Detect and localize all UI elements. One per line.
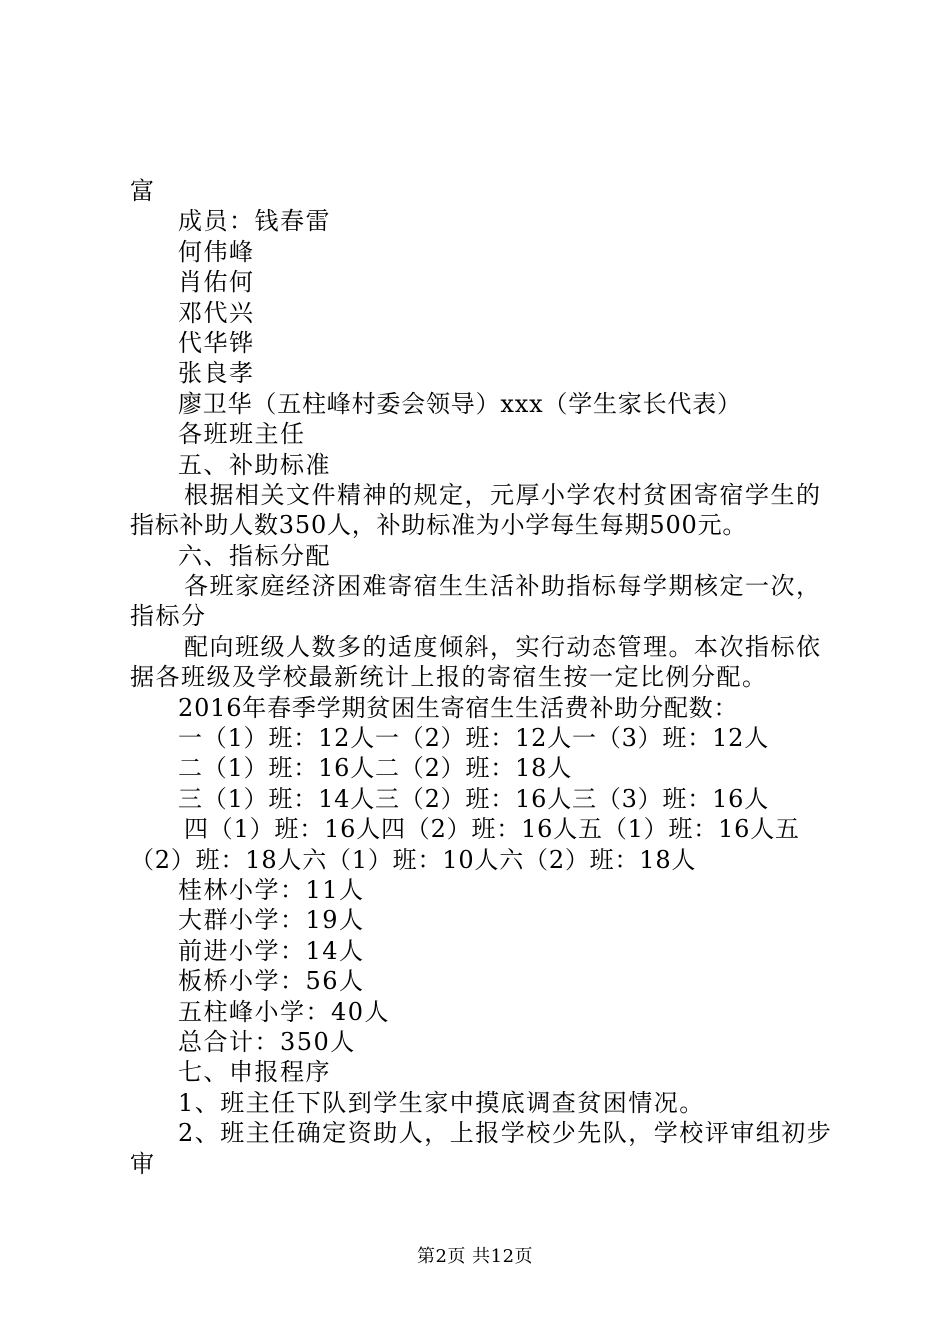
text-line: 大群小学：19人 [178,906,365,935]
section-heading: 五、补助标准 [178,450,331,479]
text-line: 桂林小学：11人 [178,875,365,904]
text-line: 何伟峰 [178,237,255,266]
text-line: 指标分 [130,602,207,631]
text-line: 前进小学：14人 [178,936,365,965]
text-line: 邓代兴 [178,298,255,327]
text-line: 三（1）班：14人三（2）班：16人三（3）班：16人 [178,784,770,813]
text-line: 富 [130,177,156,205]
text-line: 张良孝 [178,359,255,388]
text-line: 配向班级人数多的适度倾斜，实行动态管理。本次指标依 [184,632,822,661]
text-line: 根据相关文件精神的规定，元厚小学农村贫困寄宿学生的 [184,480,822,509]
text-line: 板桥小学：56人 [178,967,365,996]
text-line: 代华铧 [178,328,255,357]
text-line: 二（1）班：16人二（2）班：18人 [178,754,573,783]
text-line: 肖佑何 [178,268,255,297]
text-line: （2）班：18人六（1）班：10人六（2）班：18人 [130,845,697,874]
text-line: 各班家庭经济困难寄宿生生活补助指标每学期核定一次， [184,572,822,601]
text-line: 五柱峰小学：40人 [178,997,391,1026]
section-heading: 七、申报程序 [178,1058,331,1087]
section-heading: 六、指标分配 [178,541,331,570]
document-body [130,176,833,1179]
text-line: 一（1）班：12人一（2）班：12人一（3）班：12人 [178,724,770,753]
page-number-footer: 第2页 共12页 [416,1246,534,1267]
text-line: 1、班主任下队到学生家中摸底调查贫困情况。 [178,1088,705,1117]
text-line: 总合计：350人 [178,1027,356,1056]
text-line: 廖卫华（五柱峰村委会领导）xxx（学生家长代表） [178,389,742,418]
text-line: 各班班主任 [178,420,306,449]
text-line: 2016年春季学期贫困生寄宿生生活费补助分配数： [178,693,739,722]
text-line: 据各班级及学校最新统计上报的寄宿生按一定比例分配。 [130,663,768,692]
text-line: 四（1）班：16人四（2）班：16人五（1）班：16人五 [184,815,800,844]
text-line: 指标补助人数350人，补助标准为小学每生每期500元。 [130,511,748,540]
text-line: 2、班主任确定资助人，上报学校少先队，学校评审组初步 [178,1119,833,1148]
text-line: 成员：钱春雷 [178,207,331,236]
text-line: 审 [130,1149,156,1178]
